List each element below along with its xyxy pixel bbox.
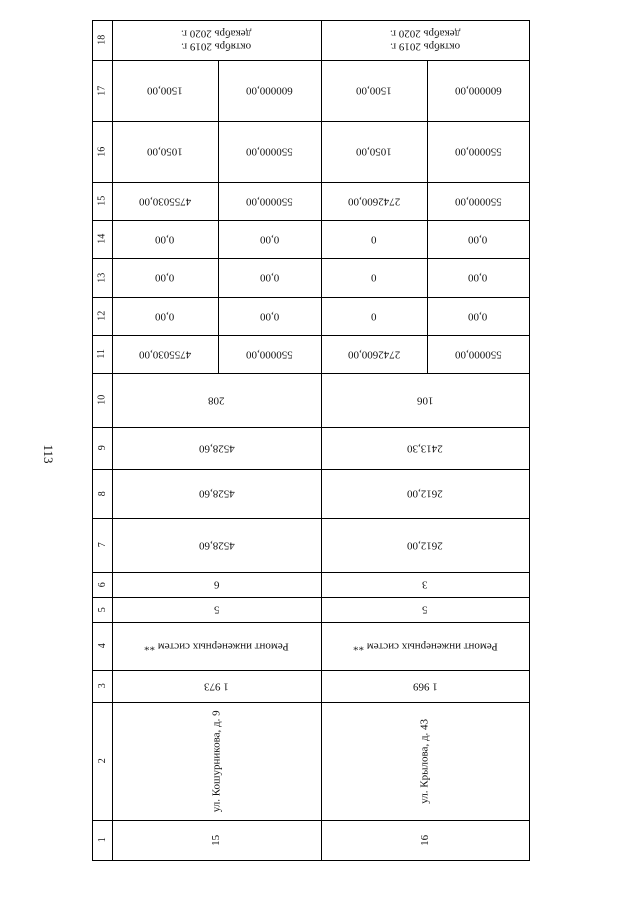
column-number-label: 12 <box>96 311 108 321</box>
cell-r1-address <box>321 702 529 820</box>
cell-r1-c7 <box>321 518 529 572</box>
cell-value: 0,00 <box>468 233 488 246</box>
cell-r1-number <box>321 820 529 860</box>
address-text: ул. Кошурникова, д. 9 <box>210 710 223 812</box>
column-number-label: 13 <box>96 272 108 283</box>
cell-r0-c17-0 <box>112 60 218 121</box>
row-number: 16 <box>418 834 431 846</box>
cell-r1-c12-0 <box>321 297 427 335</box>
cell-value: 5 <box>213 603 220 616</box>
column-number-9 <box>92 427 112 469</box>
cell-r0-c6 <box>112 572 321 597</box>
cell-value: 0 <box>371 271 377 284</box>
cell-r1-c6 <box>321 572 529 597</box>
column-number-label: 7 <box>96 542 108 548</box>
cell-r1-c8 <box>321 469 529 518</box>
cell-r0-c16-1 <box>218 121 321 182</box>
cell-r1-period <box>321 20 529 60</box>
cell-value: 4528,60 <box>198 442 235 455</box>
cell-r0-c11-0 <box>112 335 218 373</box>
cell-r0-c14-0 <box>112 220 218 258</box>
cell-value: 1500,00 <box>147 84 183 97</box>
column-number-label: 16 <box>96 146 108 157</box>
column-number-label: 15 <box>96 196 108 206</box>
cell-value: 3 <box>422 578 428 591</box>
cell-r0-c4 <box>112 622 321 670</box>
cell-value: 0,00 <box>259 310 280 323</box>
cell-value: 550000,00 <box>246 348 293 361</box>
cell-r1-c13-1 <box>427 258 529 297</box>
column-number-label: 3 <box>96 683 108 689</box>
cell-value: 1 973 <box>204 680 229 693</box>
cell-r0-c13-1 <box>218 258 321 297</box>
cell-r1-c17-0 <box>321 60 427 121</box>
column-number-label: 18 <box>96 35 108 45</box>
table-border-right <box>529 20 530 860</box>
cell-r1-c11-0 <box>321 335 427 373</box>
cell-r1-c16-0 <box>321 121 427 182</box>
cell-r0-c7 <box>112 518 321 572</box>
cell-r0-c12-1 <box>218 297 321 335</box>
cell-r0-c8 <box>112 469 321 518</box>
column-number-11 <box>92 335 112 373</box>
cell-value: Ремонт инженерных систем ** <box>144 640 289 653</box>
column-number-label: 2 <box>96 758 108 764</box>
cell-value: 0,00 <box>468 271 488 284</box>
column-number-4 <box>92 622 112 670</box>
cell-r0-period <box>112 20 321 60</box>
column-number-15 <box>92 182 112 220</box>
address-text: ул. Крылова, д. 43 <box>418 718 431 804</box>
column-number-label: 11 <box>96 349 108 359</box>
cell-value: 2742600,00 <box>347 195 401 208</box>
cell-value: 0,00 <box>155 271 175 284</box>
cell-value: 0,00 <box>468 310 488 323</box>
cell-value: 2742600,00 <box>347 348 401 361</box>
cell-value: 4755030,00 <box>138 195 192 208</box>
cell-r0-c9 <box>112 427 321 469</box>
cell-value: 2612,00 <box>407 487 443 500</box>
cell-value: 1050,00 <box>356 145 392 158</box>
cell-r1-c15-1 <box>427 182 529 220</box>
column-number-13 <box>92 258 112 297</box>
cell-r0-c13-0 <box>112 258 218 297</box>
cell-r1-c13-0 <box>321 258 427 297</box>
period-line: декабрь 2020 г. <box>181 28 252 40</box>
cell-r1-c5 <box>321 597 529 622</box>
cell-value: 208 <box>208 394 225 407</box>
column-number-label: 8 <box>96 491 108 496</box>
band-divider <box>92 860 530 861</box>
column-number-label: 5 <box>96 607 108 612</box>
cell-r1-c14-0 <box>321 220 427 258</box>
cell-value: 550000,00 <box>246 195 293 208</box>
cell-r1-c9 <box>321 427 529 469</box>
period-line: октябрь 2019 г. <box>181 40 252 53</box>
cell-value: 600000,00 <box>454 84 502 97</box>
column-number-8 <box>92 469 112 518</box>
cell-r1-c4 <box>321 622 529 670</box>
cell-r0-address <box>112 702 321 820</box>
period-line: октябрь 2019 г. <box>389 40 461 53</box>
column-number-3 <box>92 670 112 702</box>
column-number-14 <box>92 220 112 258</box>
cell-value: 2612,00 <box>407 539 443 552</box>
cell-r0-c5 <box>112 597 321 622</box>
column-number-2 <box>92 702 112 820</box>
column-number-5 <box>92 597 112 622</box>
cell-r1-c14-1 <box>427 220 529 258</box>
column-number-10 <box>92 373 112 427</box>
cell-r1-c11-1 <box>427 335 529 373</box>
cell-value: 550000,00 <box>246 145 293 158</box>
cell-value: 600000,00 <box>246 84 293 97</box>
cell-value: 0,00 <box>155 310 175 323</box>
cell-value: 1050,00 <box>147 145 183 158</box>
cell-value: 0 <box>371 233 377 246</box>
column-number-7 <box>92 518 112 572</box>
column-number-label: 17 <box>96 85 108 96</box>
column-number-label: 14 <box>96 234 108 244</box>
cell-r0-c16-0 <box>112 121 218 182</box>
cell-value: 0,00 <box>259 271 280 284</box>
column-number-17 <box>92 60 112 121</box>
column-number-6 <box>92 572 112 597</box>
cell-value: Ремонт инженерных систем ** <box>352 640 498 653</box>
cell-r1-c10 <box>321 373 529 427</box>
cell-value: 5 <box>422 603 428 616</box>
cell-r0-c3 <box>112 670 321 702</box>
cell-r0-c14-1 <box>218 220 321 258</box>
cell-value: 550000,00 <box>454 195 502 208</box>
cell-r0-c11-1 <box>218 335 321 373</box>
column-number-label: 4 <box>96 643 108 649</box>
column-number-12 <box>92 297 112 335</box>
cell-r1-c17-1 <box>427 60 529 121</box>
cell-value: 6 <box>213 578 220 591</box>
cell-value: 550000,00 <box>454 145 502 158</box>
cell-r0-c17-1 <box>218 60 321 121</box>
cell-value: 0,00 <box>259 233 280 246</box>
row-number: 15 <box>210 834 223 846</box>
cell-value: 4528,60 <box>198 539 235 552</box>
period-line: декабрь 2020 г. <box>389 28 461 40</box>
cell-r1-c12-1 <box>427 297 529 335</box>
column-number-label: 10 <box>96 395 108 405</box>
cell-r1-c15-0 <box>321 182 427 220</box>
cell-r0-c12-0 <box>112 297 218 335</box>
cell-value: 4755030,00 <box>138 348 192 361</box>
cell-value: 106 <box>416 394 434 407</box>
cell-value: 0,00 <box>155 233 175 246</box>
cell-value: 2413,30 <box>407 442 443 455</box>
column-number-label: 9 <box>96 445 108 451</box>
column-number-label: 1 <box>96 837 108 843</box>
page-number: 113 <box>41 444 56 464</box>
cell-value: 550000,00 <box>454 348 502 361</box>
cell-value: 0 <box>371 310 377 323</box>
cell-r0-c10 <box>112 373 321 427</box>
cell-value: 1 969 <box>412 680 438 693</box>
cell-r0-c15-0 <box>112 182 218 220</box>
cell-r0-number <box>112 820 321 860</box>
cell-r1-c16-1 <box>427 121 529 182</box>
cell-r1-c3 <box>321 670 529 702</box>
cell-r0-c15-1 <box>218 182 321 220</box>
cell-value: 1500,00 <box>356 84 392 97</box>
column-number-label: 6 <box>96 582 108 587</box>
cell-value: 4528,60 <box>198 487 235 500</box>
column-number-18 <box>92 20 112 60</box>
column-number-16 <box>92 121 112 182</box>
column-number-1 <box>92 820 112 860</box>
